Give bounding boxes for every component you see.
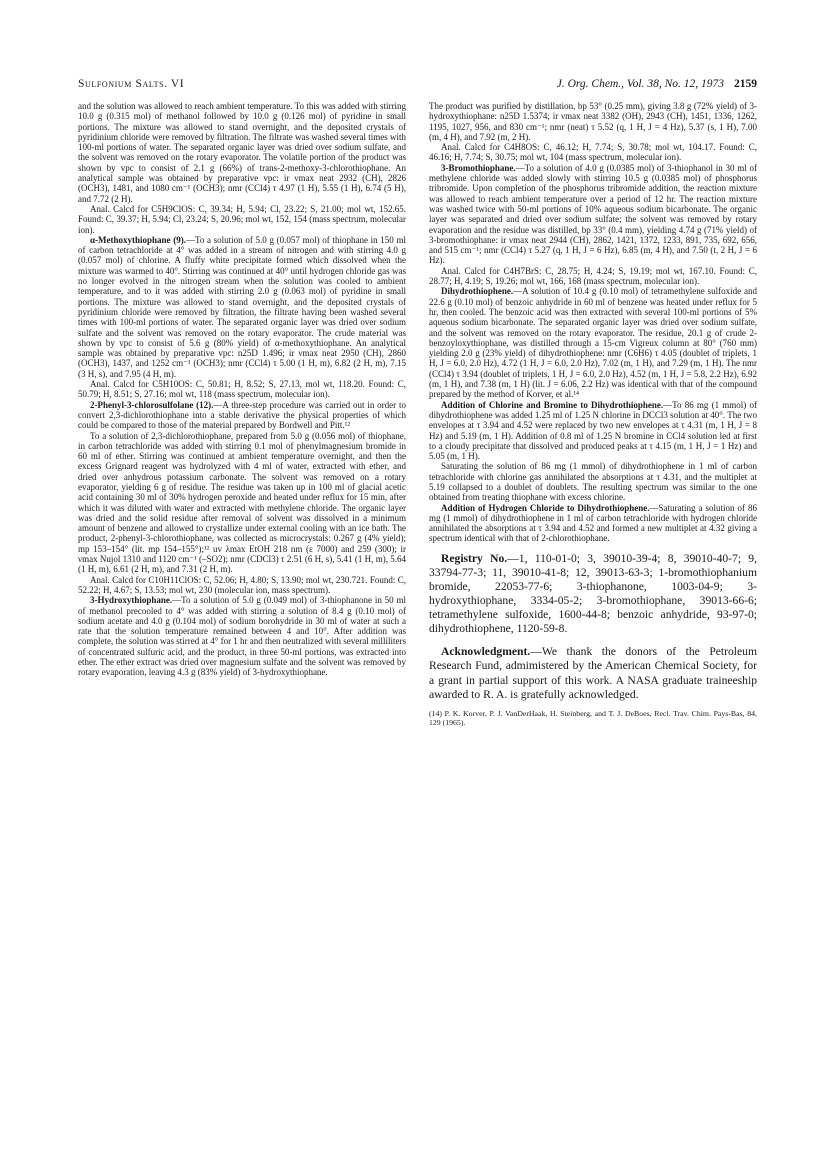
journal-name: J. Org. Chem., Vol. 38, No. 12, 1973 — [556, 78, 724, 90]
paragraph: To a solution of 2,3-dichlorothiophane, prepared from 5.0 g (0.056 mol) of thiophane, in carbon tetrachloride was added with stirring 0.1 mol of phenylmagnesium bromide in 60 ml of ether. Stirring was continued at ambient temperature overnight, and then the excess Grignard reagent was hydrolyzed with 4 ml of water, extracted with ether, and dried over anhydrous potassium carbonate. The solvent was removed on a rotary evaporator, yielding 6 g of residue. The residue was taken up in 100 ml of glacial acetic acid containing 30 ml of 30% hydrogen peroxide and heated under reflux for 15 min, after which it was diluted with water and extracted with methylene chloride. The organic layer was dried and the solid residue after removal of solvent was dissolved in a minimum amount of benzene and allowed to crystallize under external cooling with an ice bath. The product, 2-phenyl-3-chlorothiophane, was collected as microcrystals: 0.267 g (4% yield); mp 153–154° (lit. mp 154–155°);¹² uv λmax EtOH 218 nm (ε 7000) and 259 (300); ir νmax Nujol 1310 and 1120 cm⁻¹ (–SO2); nmr (CDCl3) τ 2.51 (6 H, s), 5.41 (1 H, m), 5.64 (1 H, m), 6.61 (2 H, m), and 7.31 (2 H, m). — [78, 430, 406, 575]
paragraph: 3-Bromothiophane.—To a solution of 4.0 g (0.0385 mol) of 3-thiophanol in 30 ml of methylene chloride was added slowly with stirring 10.5 g (0.0385 mol) of phosphorus tribromide. Upon completion of the phosphorus tribromide addition, the reaction mixture was allowed to reach ambient temperature over a period of 12 hr. The reaction mixture was washed twice with 50-ml portions of 10% aqueous sodium bicarbonate. The organic layer was separated and dried over sodium sulfate; the solvent was removed by rotary evaporation and the residue was distilled, bp 33° (0.4 mm), yielding 4.74 g (71% yield) of 3-bromothiophane: ir νmax neat 2944 (CH), 2862, 1421, 1372, 1233, 891, 735, 692, 656, and 515 cm⁻¹; nmr (CCl4) τ 5.27 (q, 1 H, J = 6 Hz), 6.85 (m, 4 H), and 7.50 (t, 2 H, J = 6 Hz). — [429, 162, 757, 266]
running-title: Sulfonium Salts. VI — [78, 78, 185, 90]
paragraph: Dihydrothiophene.—A solution of 10.4 g (0.10 mol) of tetramethylene sulfoxide and 22.6 g (0.10 mol) of benzoic anhydride in 60 ml of benzene was heated under reflux for 5 hr, then cooled. The benzoic acid was then extracted with several 100-ml portions of 5% aqueous sodium bicarbonate. The separated organic layer was dried over sodium sulfate, and the solvent was removed on the rotary evaporator. The residue, 20.1 g of crude 2-benzoyloxythiophane, was distilled through a 15-cm Vigreux column at 80° (760 mm) yielding 2.0 g (23% yield) of dihydrothiophene: nmr (C6H6) τ 4.05 (doublet of triplets, 1 H, J = 6.0, 2.0 Hz), 4.72 (1 H, J = 6.0, 2.0 Hz), 7.02 (m, 1 H), and 7.29 (m, 1 H). The nmr (CCl4) τ 3.94 (doublet of triplets, 1 H, J = 6.0, 2.0 Hz), 4.52 (m, 1 H, J = 5.8, 2.2 Hz), 6.92 (m, 1 H), and 7.38 (m, 1 H) (lit. J = 6.06, 2.2 Hz) was identical with that of the compound prepared by the method of Korver, et al.¹⁴ — [429, 286, 757, 400]
running-header — [78, 78, 757, 94]
paragraph: Addition of Hydrogen Chloride to Dihydrothiophene.—Saturating a solution of 86 mg (1 mmol) of dihydrothiophene in 1 ml of carbon tetrachloride with hydrogen chloride annihilated the absorptions at τ 3.94 and 4.52 and formed a new multiplet at 4.32 giving a spectrum identical with that of 2-chlorothiophane. — [429, 502, 757, 544]
paragraph: The product was purified by distillation, bp 53° (0.25 mm), giving 3.8 g (72% yield) of 3-hydroxythiophane: n25D 1.5374; ir νmax neat 3382 (OH), 2943 (CH), 1451, 1336, 1262, 1195, 1027, 956, and 830 cm⁻¹; nmr (neat) τ 5.52 (q, 1 H, J = 4 Hz), 5.37 (s, 1 H), 7.00 (m, 4 H), and 7.92 (m, 2 H). — [429, 101, 757, 142]
paragraph: Anal. Calcd for C10H11ClOS: C, 52.06; H, 4.80; S, 13.90; mol wt, 230.721. Found: C, 52.22; H, 4.67; S, 13.53; mol wt, 230 (molecular ion, mass spectrum). — [78, 574, 406, 595]
footnote-reference: (14) P. K. Korver, P. J. VanDerHaak, H. Steinberg, and T. J. DeBoes, Recl. Trav. Chim. Pays-Bas, 84, 129 (1965). — [429, 708, 757, 728]
acknowledgment: Acknowledgment.—We thank the donors of the Petroleum Research Fund, admimistered by the American Chemical Society, for a grant in partial support of this work. A NASA graduate traineeship awarded to R. A. is gratefully acknowledged. — [429, 645, 757, 701]
journal-citation — [557, 78, 757, 90]
page-number: 2159 — [734, 78, 757, 90]
paragraph: α-Methoxythiophane (9).—To a solution of 5.0 g (0.057 mol) of thiophane in 150 ml of carbon tetrachloride at 4° was added in a stream of nitrogen and with stirring 4.0 g (0.057 mol) of chlorine. A fluffy white precipitate formed which dissolved when the mixture was warmed to 40°. Stirring was continued at 40° until hydrogen chloride gas was no longer evolved in the nitrogen stream when the solution was cooled to ambient temperature, and to it was added with stirring 2.0 g (0.063 mol) of pyridine in small portions. The mixture was allowed to stand overnight, and the deposited crystals of pyridinium chloride were removed by filtration, the filtrate having been washed several times with 100-ml portions of water. The separated organic layer was dried over sodium sulfate and the solvent was removed on the rotary evaporator. The crude material was shown by vpc to consist of 5.6 g (80% yield) of α-methoxythiophane. An analytical sample was obtained by preparative vpc: n25D 1.496; ir νmax neat 2950 (CH), 2860 (OCH3), 1437, and 1252 cm⁻¹ (OCH3); nmr (CCl4) τ 5.00 (1 H, m), 6.82 (2 H, m), 7.15 (3 H, s), and 7.95 (4 H, m). — [78, 234, 406, 379]
left-column — [78, 101, 406, 678]
paragraph: Addition of Chlorine and Bromine to Dihydrothiophene.—To 86 mg (1 mmol) of dihydrothiophene was added 1.25 ml of 1.25 N chlorine in DCCl3 solution at 40°. The two envelopes at τ 3.94 and 4.52 were replaced by two new envelopes at τ 4.31 (m, 1 H, J = 8 Hz) and 5.19 (m, 1 H). Addition of 0.8 ml of 1.25 N bromine in CCl4 solution led at first to a cloudy precipitate that dissolved and produced peaks at τ 4.15 (m, 1 H, J = 1 Hz) and 5.05 (m, 1 H). — [429, 399, 757, 462]
paragraph: Saturating the solution of 86 mg (1 mmol) of dihydrothiophene in 1 ml of carbon tetrachloride with chlorine gas annihilated the absorptions at τ 4.31, and the multiplet at 5.19 collapsed to a doublet of doublets. The resulting spectrum was similar to the one obtained from treating thiophane with excess chlorine. — [429, 461, 757, 503]
paragraph: 3-Hydroxythiophane.—To a solution of 5.0 g (0.049 mol) of 3-thiophanone in 50 ml of methanol precooled to 4° was added with stirring a solution of 8.4 g (0.10 mol) of sodium acetate and 4.0 g (0.104 mol) of sodium borohydride in 30 ml of water at such a rate that the solution temperature remained between 4 and 10°. After addition was complete, the solution was stirred at 4° for 1 hr and then neutralized with several milliliters of concentrated sulfuric acid, and the product, in three 50-ml portions, was extracted into ether. The ether extract was dried over magnesium sulfate and the solvent was removed by rotary evaporation, leaving 4.3 g (83% yield) of 3-hydroxythiophane. — [78, 595, 407, 678]
paragraph: and the solution was allowed to reach ambient temperature. To this was added with stirring 10.0 g (0.315 mol) of methanol followed by 10.0 g (0.126 mol) of pyridine in small portions. The mixture was allowed to stand overnight, and the deposited crystals of pyridinium chloride were removed by filtration. The filtrate was washed several times with 100-ml portions of water. The separated organic layer was dried over sodium sulfate, and the solvent was removed on the rotary evaporator. The volatile portion of the product was shown by vpc to consist of 2.1 g (66%) of trans-2-methoxy-3-chlorothiophane. An analytical sample was obtained by preparative vpc: ir νmax neat 2932 (CH), 2826 (OCH3), 1481, and 1080 cm⁻¹ (OCH3); nmr (CCl4) τ 4.97 (1 H), 5.55 (1 H), 6.74 (5 H), and 7.72 (2 H). — [78, 101, 406, 204]
paragraph: Anal. Calcd for C5H10OS: C, 50.81; H, 8.52; S, 27.13, mol wt, 118.20. Found: C, 50.79; H, 8.51; S, 27.16; mol wt, 118 (mass spectrum, molecular ion). — [78, 379, 406, 400]
paragraph: Anal. Calcd for C4H8OS: C, 46.12; H, 7.74; S, 30.78; mol wt, 104.17. Found: C, 46.16; H, 7.74; S, 30.75; mol wt, 104 (mass spectrum, molecular ion). — [429, 142, 757, 163]
paragraph: Anal. Calcd for C5H9ClOS: C, 39.34; H, 5.94; Cl, 23.22; S, 21.00; mol wt, 152.65. Found: C, 39.37; H, 5.94; Cl, 23.24; S, 20.96; mol wt, 152, 154 (mass spectrum, molecular ion). — [78, 203, 406, 235]
right-column — [429, 101, 757, 728]
paragraph: Anal. Calcd for C4H7BrS: C, 28.75; H, 4.24; S, 19.19; mol wt, 167.10. Found: C, 28.77; H, 4.19; S, 19.26; mol wt, 166, 168 (mass spectrum, molecular ion). — [429, 265, 757, 287]
paragraph: 2-Phenyl-3-chlorosulfolane (12).—A three-step procedure was carried out in order to convert 2,3-dichlorothiophane into a stable derivative the physical properties of which could be compared to those of the material prepared by Bordwell and Pitt.¹² — [78, 399, 407, 431]
registry-numbers: Registry No.—1, 110-01-0; 3, 39010-39-4; 8, 39010-40-7; 9, 33794-77-3; 11, 39010-41-8; 12, 39013-63-3; 1-bromothiophanium bromide, 22053-77-6; 3-thiophanone, 1003-04-9; 3-hydroxythiophane, 3334-05-2; 3-bromothiophane, 39013-66-6; tetramethylene sulfoxide, 1600-44-8; benzoic anhydride, 93-97-0; dihydrothiophene, 1120-59-8. — [429, 551, 757, 636]
